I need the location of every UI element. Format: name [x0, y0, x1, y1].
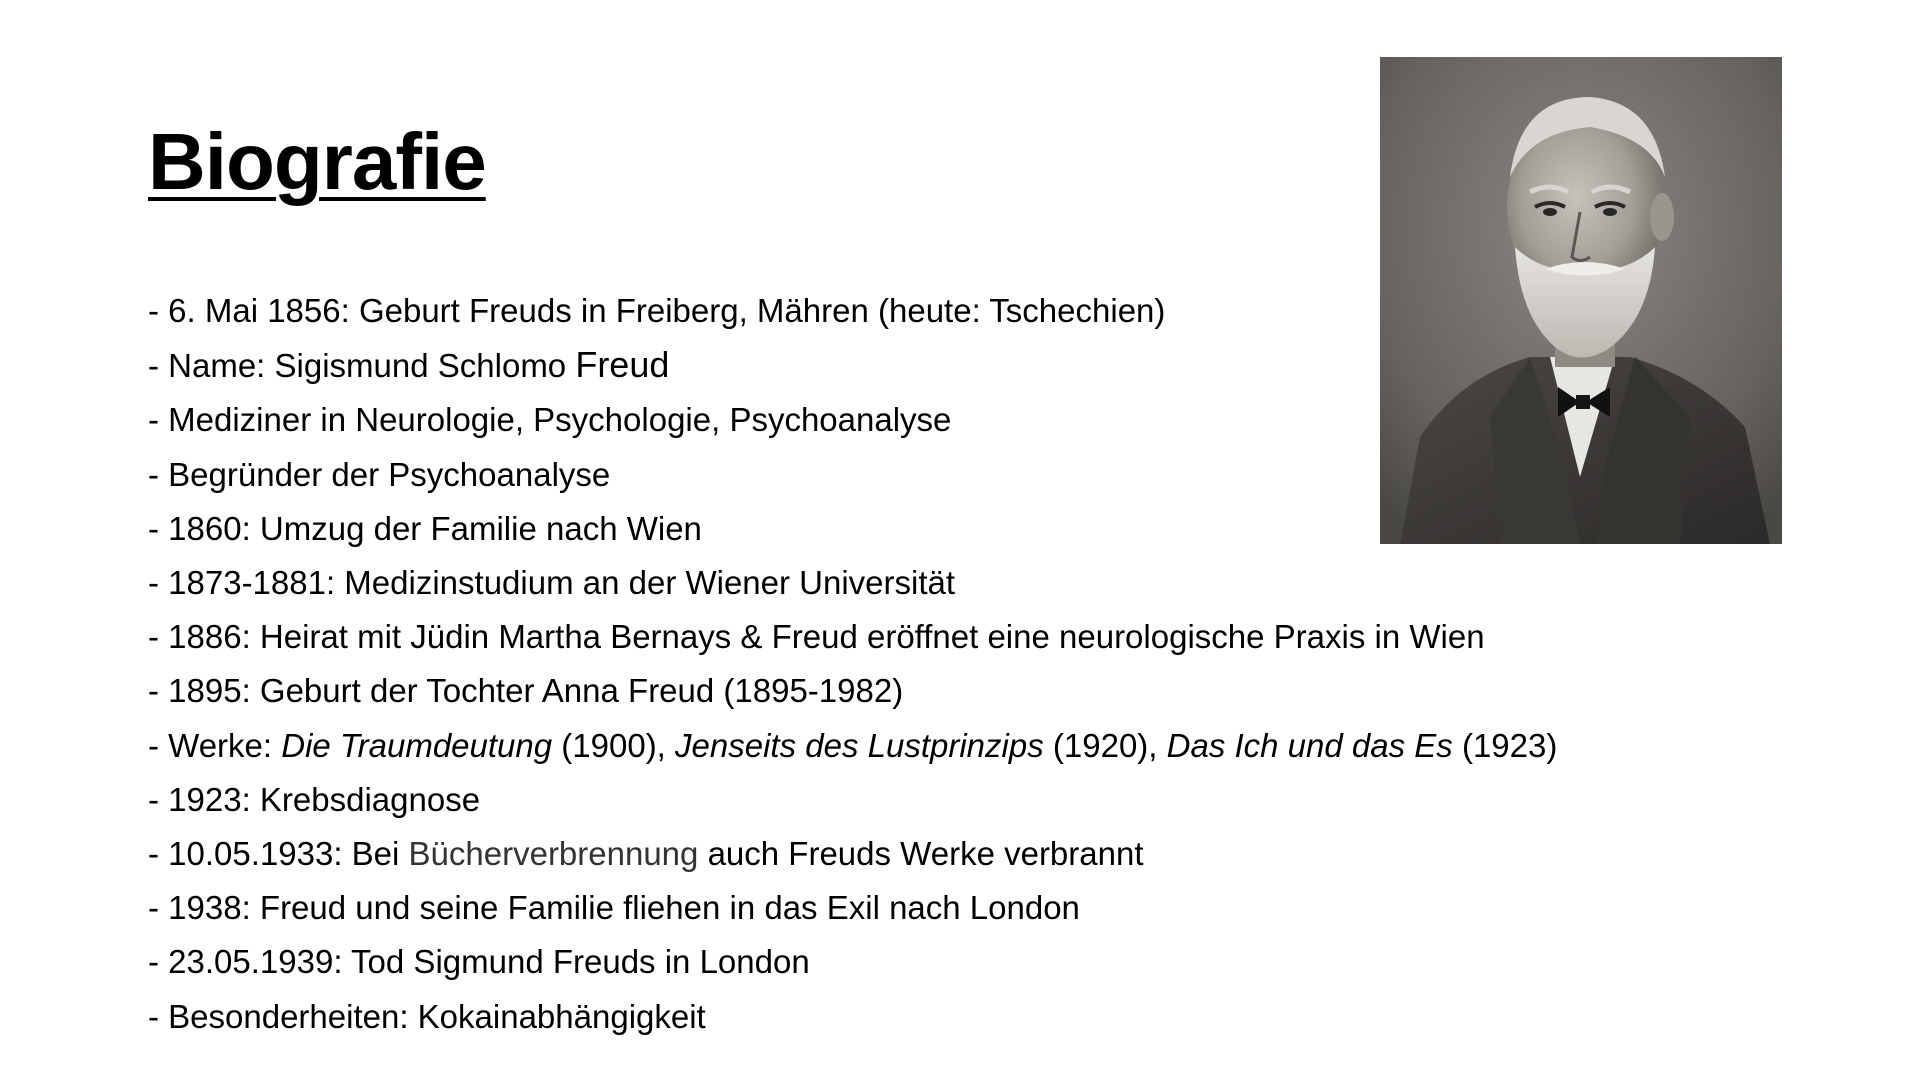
list-item — [148, 827, 1557, 881]
list-item: - Besonderheiten: Kokainabhängigkeit — [148, 997, 706, 1035]
portrait-photo — [1380, 57, 1782, 544]
list-item-text: (1923) — [1452, 726, 1558, 764]
work-title: Jenseits des Lustprinzips — [675, 726, 1044, 764]
list-item: - 1873-1881: Medizinstudium an der Wiener Universität — [148, 564, 956, 602]
page-title: Biografie — [148, 117, 486, 206]
list-item-text: (1900), — [552, 726, 676, 764]
list-item-text: auch Freuds Werke verbrannt — [698, 835, 1144, 873]
list-item-text: - Werke: — [148, 726, 282, 764]
list-item-text: Freud — [575, 344, 670, 386]
list-item: - Begründer der Psychoanalyse — [148, 455, 611, 493]
list-item: - Mediziner in Neurologie, Psychologie, Psychoanalyse — [148, 401, 952, 439]
biography-list — [148, 284, 1557, 1044]
list-item — [148, 338, 1557, 393]
list-item: - 1923: Krebsdiagnose — [148, 780, 481, 818]
list-item-text: (1920), — [1043, 726, 1167, 764]
portrait-image — [1380, 57, 1782, 544]
list-item-text: - Name: Sigismund Schlomo — [148, 347, 576, 385]
list-item: - 1886: Heirat mit Jüdin Martha Bernays & Freud eröffnet eine neurologische Praxis in Wien — [148, 618, 1485, 656]
list-item: - 1860: Umzug der Familie nach Wien — [148, 509, 702, 547]
list-item: - 1895: Geburt der Tochter Anna Freud (1895-1982) — [148, 672, 904, 710]
list-item-text: Bücherverbrennung — [408, 835, 699, 873]
list-item-text: - 10.05.1933: Bei — [148, 835, 409, 873]
work-title: Das Ich und das Es — [1166, 726, 1453, 764]
list-item: - 1938: Freud und seine Familie fliehen in das Exil nach London — [148, 889, 1080, 927]
list-item: - 23.05.1939: Tod Sigmund Freuds in London — [148, 943, 810, 981]
work-title: Die Traumdeutung — [281, 726, 553, 764]
list-item: - 6. Mai 1856: Geburt Freuds in Freiberg, Mähren (heute: Tschechien) — [148, 292, 1166, 329]
list-item — [148, 719, 1557, 773]
